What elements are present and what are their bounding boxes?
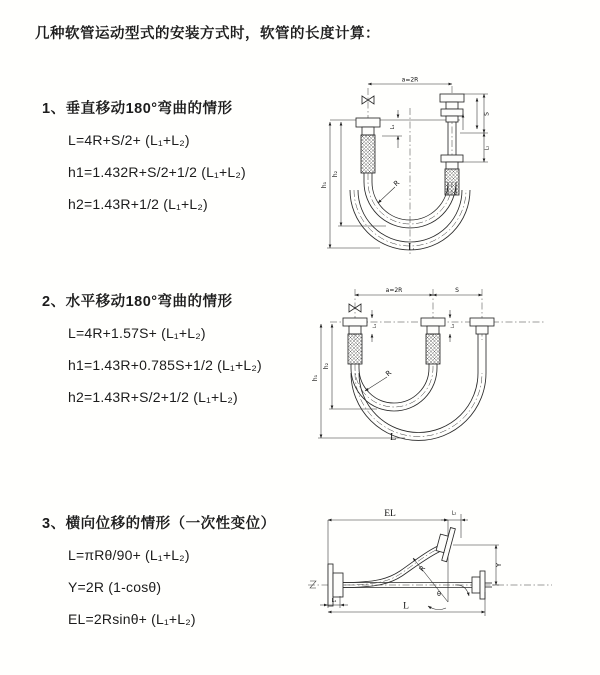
right-flange-upper (434, 525, 455, 561)
dim-l1 (320, 596, 348, 608)
section-heading: 2、水平移动180°弯曲的情形 (42, 294, 233, 310)
formula-L: L=4R+S/2+ (L₁+L₂) (68, 132, 190, 148)
dim-h2 (332, 122, 386, 226)
radius-callout (365, 369, 393, 391)
dim-a2r (368, 77, 452, 85)
dim-h2-label: h₂ (332, 170, 339, 178)
radius-label: R (384, 368, 394, 379)
dim-l1-label: L₁ (331, 598, 337, 604)
radius-callout (378, 179, 401, 203)
dim-s-l2 (458, 94, 491, 162)
formula-L: L=4R+1.57S+ (L₁+L₂) (68, 325, 206, 341)
section-heading: 3、横向位移的情形（一次性变位） (42, 516, 276, 532)
braided-hose-section (426, 334, 440, 364)
dim-l-label: L (403, 601, 409, 612)
formula-h1: h1=1.432R+S/2+1/2 (L₁+L₂) (68, 164, 246, 180)
centerlines (330, 86, 460, 256)
formula-h1: h1=1.43R+0.785S+1/2 (L₁+L₂) (68, 357, 262, 373)
length-label: L (389, 432, 397, 443)
radius-callout (413, 558, 448, 602)
formula-h2: h2=1.43R+1/2 (L₁+L₂) (68, 196, 208, 212)
dim-l1-label: L₁ (390, 124, 396, 130)
section-horizontal-movement (42, 292, 262, 420)
left-fitting (343, 318, 367, 364)
page-title: 几种软管运动型式的安装方式时，软管的长度计算： (35, 26, 380, 42)
dim-s-label: S (455, 287, 459, 294)
dim-l1-label: L₁ (373, 323, 378, 329)
formula-L: L=πRθ/90+ (L₁+L₂) (68, 547, 190, 563)
dim-l (328, 592, 485, 616)
formula-EL: EL=2Rsinθ+ (L₁+L₂) (68, 611, 196, 627)
dim-h2-label: h₂ (323, 362, 330, 370)
right-fitting (470, 318, 494, 373)
diagram-lateral-displacement (300, 500, 600, 660)
dim-l2-label: L₂ (451, 323, 456, 329)
diagram-horizontal-180-bend (305, 278, 600, 468)
diagram-vertical-180-bend (310, 70, 600, 270)
left-fitting (356, 118, 380, 173)
dim-a2r-label: a=2R (401, 76, 419, 84)
hose-s-curve (343, 542, 448, 588)
dim-el (328, 509, 448, 608)
dim-el-label: EL (384, 509, 396, 519)
braided-hose-section (361, 135, 375, 173)
section-heading: 1、垂直移动180°弯曲的情形 (42, 101, 233, 117)
section-lateral-displacement (42, 514, 276, 642)
dim-h1-label: h₁ (312, 374, 319, 382)
dim-l1 (382, 110, 402, 148)
hose-u-bend-pos1 (351, 364, 437, 411)
radius-label: R (392, 178, 402, 189)
dim-l2 (450, 310, 456, 342)
dim-l2-label: L₂ (451, 510, 457, 517)
hose-u-bend-pos2 (351, 373, 486, 440)
dim-y-label: Y (495, 562, 503, 568)
formula-h2: h2=1.43R+S/2+1/2 (L₁+L₂) (68, 389, 238, 405)
radius-label: R (417, 564, 428, 574)
dim-s-label: S (483, 112, 491, 116)
angle-theta-label: θ (437, 590, 441, 598)
dim-a2r-s (355, 287, 482, 295)
middle-fitting (421, 318, 445, 364)
length-label: L (407, 242, 415, 253)
dim-a2r-label: a=2R (385, 287, 403, 294)
centerlines (308, 581, 552, 588)
angle-theta (428, 585, 469, 610)
braided-hose-section (348, 334, 362, 364)
dim-l2 (441, 511, 468, 539)
section-vertical-movement (42, 99, 246, 227)
pipe-break-mark (310, 581, 316, 588)
dim-h1-label: h₁ (321, 181, 328, 189)
dim-l2-label: L₂ (484, 145, 491, 151)
dim-l1 (372, 310, 378, 342)
formula-Y: Y=2R (1-cosθ) (68, 579, 162, 595)
